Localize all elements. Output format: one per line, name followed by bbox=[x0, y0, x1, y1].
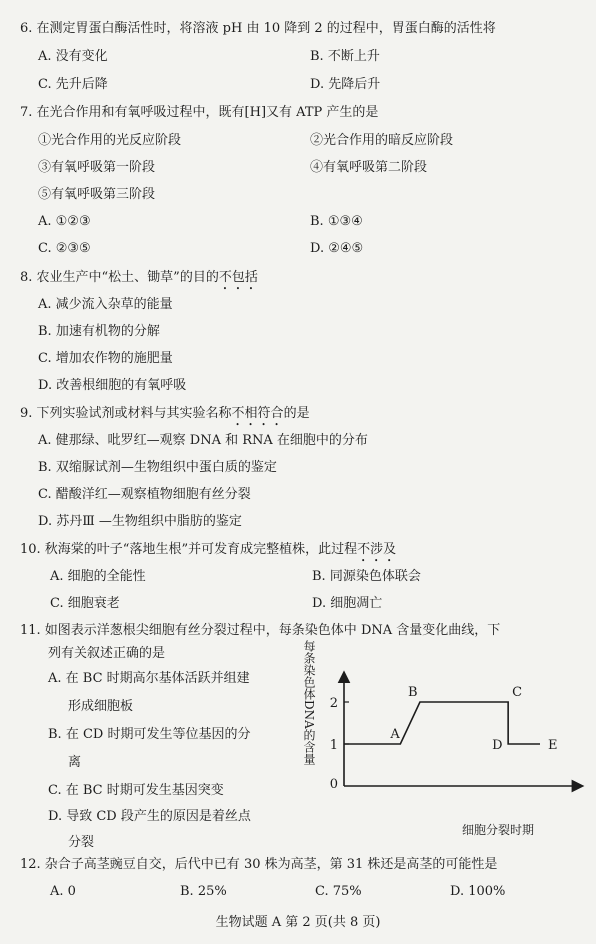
chart-point-label: C bbox=[512, 685, 523, 700]
q10-stem bbox=[20, 542, 396, 565]
q12-option-b: B. 25% bbox=[180, 884, 227, 899]
q6-option-d: D. 先降后升 bbox=[310, 77, 381, 92]
q11-option-a-cont: 形成细胞板 bbox=[68, 699, 134, 714]
q8-stem bbox=[20, 270, 258, 293]
chart-point-label: D bbox=[492, 738, 503, 753]
q7-item-4: ④有氧呼吸第二阶段 bbox=[310, 160, 428, 175]
q7-option-a: A. ①②③ bbox=[38, 214, 91, 229]
dna-content-chart bbox=[296, 638, 592, 838]
chart-point-label: E bbox=[548, 738, 558, 753]
q12-stem: 12. 杂合子高茎豌豆自交，后代中已有 30 株为高茎，第 31 株还是高茎的可能性是 bbox=[20, 857, 498, 872]
q8-option-a: A. 减少流入杂草的能量 bbox=[38, 297, 173, 312]
q7-option-b: B. ①③④ bbox=[310, 214, 363, 229]
q7-stem: 7. 在光合作用和有氧呼吸过程中，既有[H]又有 ATP 产生的是 bbox=[20, 105, 379, 120]
q10-stem-emphasis: 不涉及 bbox=[357, 542, 397, 557]
q11-option-b-cont: 离 bbox=[68, 755, 82, 770]
chart-y-tick-label: 1 bbox=[329, 738, 338, 753]
q6-option-a: A. 没有变化 bbox=[38, 49, 108, 64]
q6-option-c: C. 先升后降 bbox=[38, 77, 108, 92]
q12-option-a: A. 0 bbox=[50, 884, 76, 899]
q11-option-c: C. 在 BC 时期可发生基因突变 bbox=[48, 783, 224, 798]
q9-option-d: D. 苏丹Ⅲ —生物组织中脂肪的鉴定 bbox=[38, 514, 242, 529]
q7-option-c: C. ②③⑤ bbox=[38, 241, 91, 256]
q11-option-d-cont: 分裂 bbox=[68, 835, 95, 850]
q11-stem-line1: 11. 如图表示洋葱根尖细胞有丝分裂过程中，每条染色体中 DNA 含量变化曲线，下 bbox=[20, 623, 501, 638]
q6-option-b: B. 不断上升 bbox=[310, 49, 380, 64]
q8-option-d: D. 改善根细胞的有氧呼吸 bbox=[38, 378, 187, 393]
q11-option-b: B. 在 CD 时期可发生等位基因的分 bbox=[48, 727, 251, 742]
chart-y-tick-label: 2 bbox=[329, 696, 338, 711]
dna-curve bbox=[344, 702, 540, 744]
chart-point-label: A bbox=[390, 727, 400, 742]
q12-option-c: C. 75% bbox=[315, 884, 362, 899]
q7-option-d: D. ②④⑤ bbox=[310, 241, 364, 256]
chart-y-tick-label: 0 bbox=[329, 777, 338, 792]
q11-stem-line2: 列有关叙述正确的是 bbox=[48, 646, 166, 661]
chart-point-label: B bbox=[407, 685, 418, 700]
q8-option-c: C. 增加农作物的施肥量 bbox=[38, 351, 173, 366]
q9-stem-tail: 的是 bbox=[283, 406, 310, 421]
chart-x-axis-label: 细胞分裂时期 bbox=[462, 823, 535, 837]
q10-option-a: A. 细胞的全能性 bbox=[50, 569, 146, 584]
q10-option-d: D. 细胞凋亡 bbox=[312, 596, 383, 611]
q9-option-c: C. 醋酸洋红—观察植物细胞有丝分裂 bbox=[38, 487, 251, 502]
q8-option-b: B. 加速有机物的分解 bbox=[38, 324, 160, 339]
q7-item-1: ①光合作用的光反应阶段 bbox=[38, 133, 182, 148]
q6-stem: 6. 在测定胃蛋白酶活性时，将溶液 pH 由 10 降到 2 的过程中，胃蛋白酶的活性将 bbox=[20, 21, 496, 36]
q7-item-3: ③有氧呼吸第一阶段 bbox=[38, 160, 156, 175]
q10-option-b: B. 同源染色体联会 bbox=[312, 569, 421, 584]
q9-stem-text: 9. 下列实验试剂或材料与其实验名称 bbox=[20, 406, 232, 421]
q12-option-d: D. 100% bbox=[450, 884, 506, 899]
q11-option-a: A. 在 BC 时期高尔基体活跃并组建 bbox=[48, 671, 250, 686]
q9-option-b: B. 双缩脲试剂—生物组织中蛋白质的鉴定 bbox=[38, 460, 277, 475]
q7-item-2: ②光合作用的暗反应阶段 bbox=[310, 133, 454, 148]
q9-option-a: A. 健那绿、吡罗红—观察 DNA 和 RNA 在细胞中的分布 bbox=[38, 433, 368, 448]
q8-stem-text: 8. 农业生产中“松土、锄草”的目的 bbox=[20, 270, 219, 285]
q10-option-c: C. 细胞衰老 bbox=[50, 596, 120, 611]
q8-stem-emphasis: 不包括 bbox=[218, 270, 258, 285]
q9-stem-emphasis: 不相符合 bbox=[231, 406, 284, 421]
chart-y-axis-label: 每条染色体DNA的含量 bbox=[302, 640, 316, 765]
q9-stem bbox=[20, 406, 310, 429]
q7-item-5: ⑤有氧呼吸第三阶段 bbox=[38, 187, 156, 202]
page-footer: 生物试题 A 第 2 页(共 8 页) bbox=[215, 915, 381, 930]
q11-option-d: D. 导致 CD 段产生的原因是着丝点 bbox=[48, 809, 251, 824]
q10-stem-text: 10. 秋海棠的叶子“落地生根”并可发育成完整植株，此过程 bbox=[20, 542, 358, 557]
